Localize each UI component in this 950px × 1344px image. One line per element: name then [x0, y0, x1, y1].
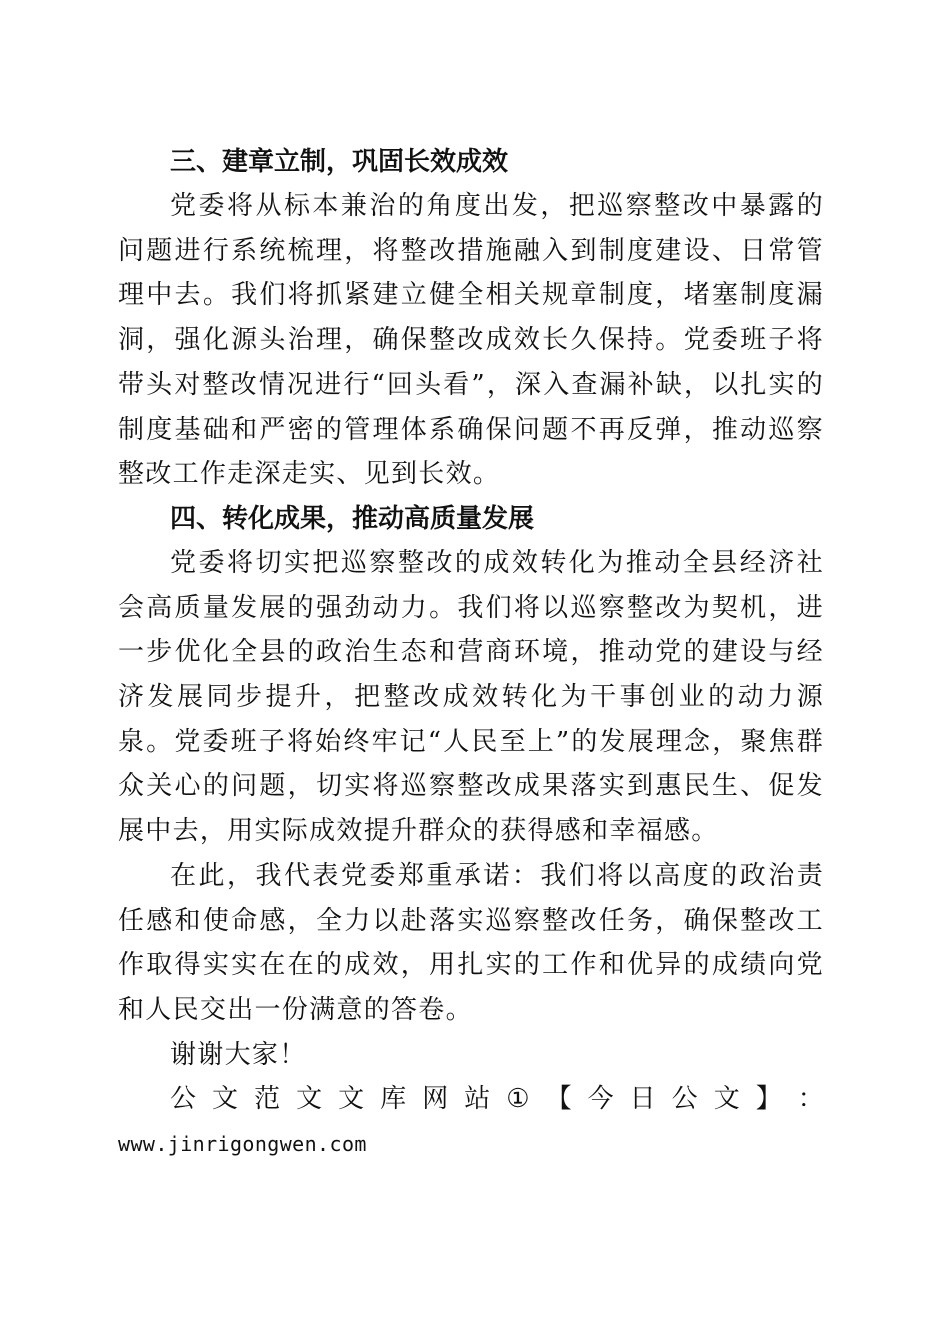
- source-char: 【: [545, 1084, 572, 1115]
- source-char: 站: [464, 1084, 491, 1115]
- source-char: ①: [506, 1084, 530, 1115]
- source-char: 范: [254, 1084, 281, 1115]
- source-char: 文: [296, 1084, 323, 1115]
- source-char: 日: [629, 1084, 656, 1115]
- source-char: ：: [797, 1084, 824, 1115]
- section-3-paragraph: 党委将从标本兼治的角度出发，把巡察整改中暴露的问题进行系统梳理，将整改措施融入到制度建设、日常管理中去。我们将抓紧建立健全相关规章制度，堵塞制度漏洞，强化源头治理，确保整改成效长久保持。党委班子将带头对整改情况进行“回头看”，深入查漏补缺，以扎实的制度基础和严密的管理体系确保问题不再反弹，推动巡察整改工作走深走实、见到长效。: [118, 191, 824, 490]
- source-url: www.jinrigongwen.com: [118, 1132, 367, 1157]
- source-line: [118, 1077, 824, 1122]
- source-char: 公: [170, 1084, 197, 1115]
- source-char: 文: [338, 1084, 365, 1115]
- source-char: 今: [587, 1084, 614, 1115]
- section-4-heading: 四、转化成果，推动高质量发展: [170, 503, 535, 534]
- closing-paragraph: 在此，我代表党委郑重承诺：我们将以高度的政治责任感和使命感，全力以赴落实巡察整改任务，确保整改工作取得实实在在的成效，用扎实的工作和优异的成绩向党和人民交出一份满意的答卷。: [118, 860, 824, 1025]
- source-char: 公: [671, 1084, 698, 1115]
- document-page: [118, 140, 824, 1166]
- source-char: 文: [713, 1084, 740, 1115]
- thanks-line: 谢谢大家！: [170, 1039, 307, 1070]
- source-char: 】: [755, 1084, 782, 1115]
- section-3-heading: 三、建章立制，巩固长效成效: [170, 147, 509, 177]
- source-char: 网: [422, 1084, 449, 1115]
- source-char: 文: [212, 1084, 239, 1115]
- section-4-paragraph: 党委将切实把巡察整改的成效转化为推动全县经济社会高质量发展的强劲动力。我们将以巡察整改为契机，进一步优化全县的政治生态和营商环境，推动党的建设与经济发展同步提升，把整改成效转化为干事创业的动力源泉。党委班子将始终牢记“人民至上”的发展理念，聚焦群众关心的问题，切实将巡察整改成果落实到惠民生、促发展中去，用实际成效提升群众的获得感和幸福感。: [118, 547, 824, 847]
- source-char: 库: [380, 1084, 407, 1115]
